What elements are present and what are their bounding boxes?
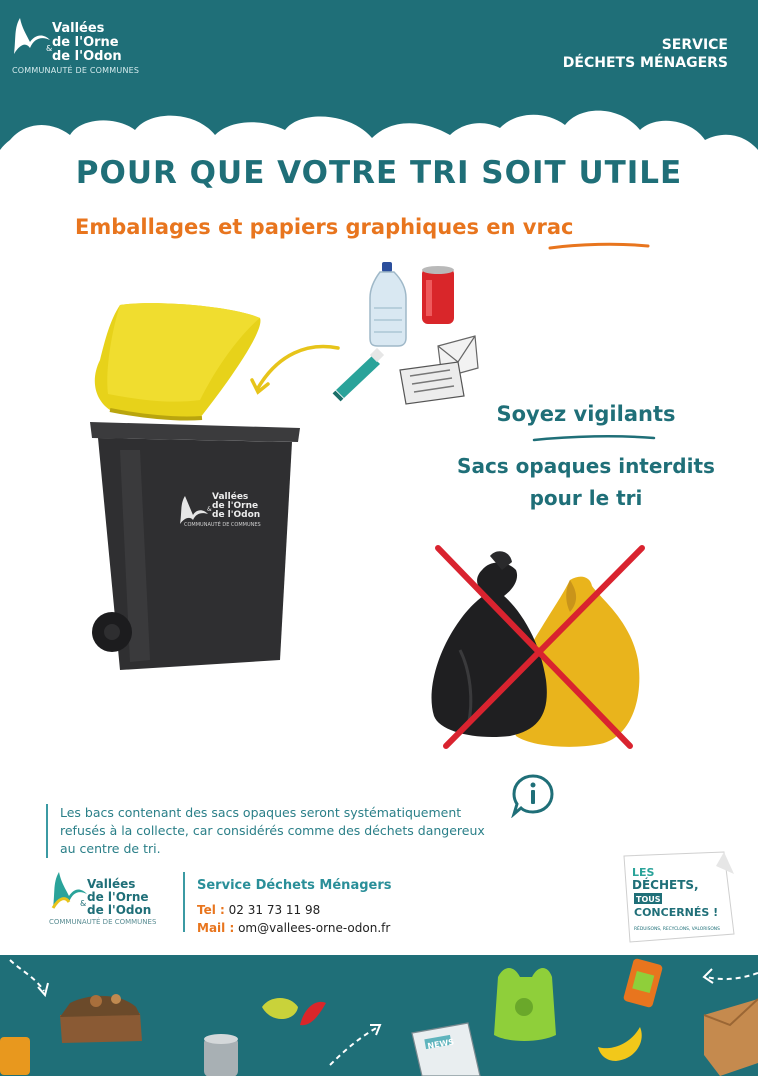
waste-icons-decoration [0,955,758,1076]
sticker-line-1: LES [632,866,655,879]
brand-subtitle: COMMUNAUTÉ DE COMMUNES [12,66,140,75]
news-label: NEWS [426,1037,455,1051]
footer-logo-subtitle: COMMUNAUTÉ DE COMMUNES [49,918,157,926]
contact-block [183,872,392,935]
page-title: POUR QUE VOTRE TRI SOIT UTILE [75,155,683,191]
contact-service: Service Déchets Ménagers [197,878,392,893]
bottom-decor-band [0,955,758,1076]
footer-logo-amp: & [80,899,87,908]
sticker-tagline: RÉDUISONS, RECYCLONS, VALORISONS [634,927,720,932]
forbidden-line-1: Sacs opaques interdits [457,454,715,478]
service-heading-line-1: SERVICE [661,37,728,53]
contact-tel-value[interactable]: 02 31 73 11 98 [228,903,321,917]
bin-logo [212,493,260,520]
bin-logo-subtitle: COMMUNAUTÉ DE COMMUNES [184,522,261,528]
vigilance-heading: Soyez vigilants [496,402,676,426]
service-heading [563,36,728,72]
brand-amp: & [46,44,53,53]
sticker-line-3: TOUS [636,895,661,904]
arrow-to-bin-icon [248,340,343,400]
contact-mail-value[interactable]: om@vallees-orne-odon.fr [238,921,391,935]
forbidden-bags-text [430,450,742,514]
brand-line-2: de l'Orne [52,35,119,50]
service-heading-line-2: DÉCHETS MÉNAGERS [562,55,728,71]
contact-mail-label: Mail : [197,921,235,935]
crossed-opaque-bags-illustration [420,540,660,755]
notice-line-2: refusés à la collecte, car considérés comme des déchets dangereux [60,823,485,838]
brand-wave-icon [12,14,52,62]
forbidden-line-2: pour le tri [529,486,643,510]
vigilance-underline [532,432,657,444]
brand-line-3: de l'Odon [52,49,122,64]
footer-logo [47,868,177,930]
notice-text [46,804,530,858]
subtitle-underline [548,240,652,252]
campaign-sticker [620,850,738,944]
bin-logo-line-3: de l'Odon [212,510,261,520]
contact-mail [197,921,392,935]
footer-logo-line-2: de l'Orne [87,890,149,904]
bin-logo-line-1: Vallées [212,492,249,502]
footer-logo-line-3: de l'Odon [87,903,152,917]
brand-logo [12,12,172,80]
notice-line-3: au centre de tri. [60,841,161,856]
footer-logo-line-1: Vallées [87,877,136,891]
sticker-line-2: DÉCHETS, [632,878,699,892]
contact-tel [197,903,392,917]
bin-logo-amp: & [207,506,212,513]
sticker-line-4: CONCERNÉS ! [634,906,719,919]
footer-wave-icon [49,868,89,916]
bin-logo-line-2: de l'Orne [212,501,259,511]
subtitle: Emballages et papiers graphiques en vrac [75,215,574,239]
contact-tel-label: Tel : [197,903,225,917]
recyclable-items-illustration [330,258,490,418]
brand-line-1: Vallées [52,21,105,36]
notice-line-1: Les bacs contenant des sacs opaques seront systématiquement [60,805,462,820]
